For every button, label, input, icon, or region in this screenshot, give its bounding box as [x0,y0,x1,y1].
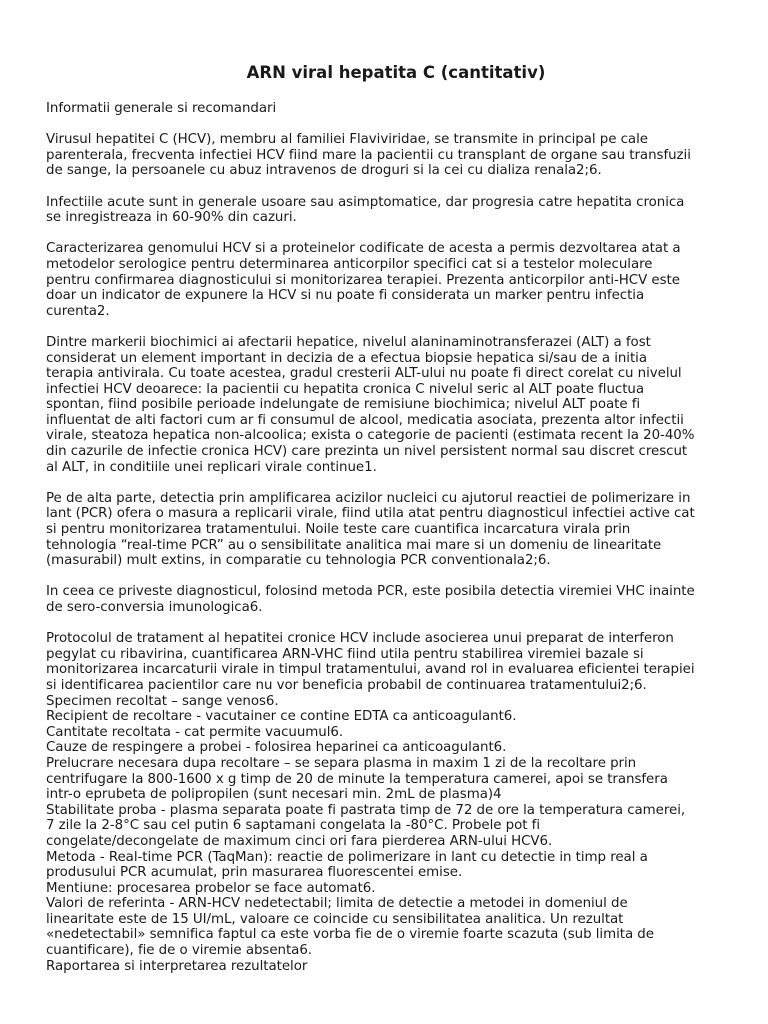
paragraph [46,132,746,179]
text-line: Cantitate recoltata - cat permite vacuumul6. [46,724,344,740]
text-line: Protocolul de tratament al hepatitei cronice HCV include asocierea unui preparat de interferon [46,631,674,647]
text-line: din cazurile de infectie cronica HCV) care prezinta un nivel persistent normal sau discret crescut [46,444,688,460]
text-line: «nedetectabil» semnifica faptul ca este vorba fie de o viremie foarte scazuta (sub limita de [46,927,654,943]
text-line: pentru confirmarea diagnosticului si monitorizarea terapiei. Prezenta anticorpilor anti-HCV este [46,272,680,288]
document-page [46,62,746,974]
text-line: Prelucrare necesara dupa recoltare – se separa plasma in maxim 1 zi de la recoltare prin [46,755,637,771]
text-line: Caracterizarea genomului HCV si a proteinelor codificate de acesta a permis dezvoltarea atat a [46,241,681,257]
text-line: pegylat cu ribavirina, cuantificarea ARN-VHC fiind utila pentru stabilirea viremiei bazale si [46,646,644,662]
text-line: parenterala, frecventa infectiei HCV fiind mare la pacientii cu transplant de organe sau transfuzii [46,147,691,163]
document-body [46,101,746,974]
text-line: (masurabil) mult extins, in comparatie cu tehnologia PCR conventionala2;6. [46,553,551,569]
text-line: Stabilitate proba - plasma separata poate fi pastrata timp de 72 de ore la temperatura camerei, [46,802,686,818]
text-line: Dintre markerii biochimici ai afectarii hepatice, nivelul alaninaminotransferazei (ALT) a fost [46,334,651,350]
text-line: 7 zile la 2-8°C sau cel putin 6 saptamani congelata la -80°C. Probele pot fi [46,818,540,834]
text-line: cuantificare), fie de o viremie absenta6. [46,943,313,959]
paragraph [46,241,746,319]
text-line: influentat de alti factori cum ar fi consumul de alcool, medicatia asociata, prezenta altor infectii [46,412,684,428]
text-line: al ALT, in conditiile unei replicari virale continue1. [46,459,377,475]
paragraph [46,631,746,974]
text-line: Infectiile acute sunt in generale usoare sau asimptomatice, dar progresia catre hepatita cronica [46,194,685,210]
text-line: si pentru monitorizarea tratamentului. Noile teste care cuantifica incarcatura virala prin [46,522,631,538]
text-line: Pe de alta parte, detectia prin amplificarea acizilor nucleici cu ajutorul reactiei de polimerizare in [46,490,691,506]
paragraph [46,195,746,226]
text-line: considerat un element important in decizia de a efectua biopsie hepatica si/sau de a initia [46,350,647,366]
text-line: Raportarea si interpretarea rezultatelor [46,958,308,974]
text-line: de sange, la persoanele cu abuz intravenos de droguri si la cei cu dializa renala2;6. [46,163,602,179]
text-line: curenta2. [46,303,110,319]
text-line: doar un indicator de expunere la HCV si nu poate fi considerata un marker pentru infectia [46,288,645,304]
text-line: de sero-conversia imunologica6. [46,600,263,615]
text-line: centrifugare la 800-1600 x g timp de 20 de minute la temperatura camerei, apoi se transfera [46,771,668,787]
document-title: ARN viral hepatita C (cantitativ) [246,63,546,82]
text-line: se inregistreaza in 60-90% din cazuri. [46,210,297,226]
text-line: lant (PCR) ofera o masura a replicarii virale, fiind utila atat pentru diagnosticul infectiei active cat [46,506,695,522]
paragraph [46,491,746,569]
text-line: si identificarea pacientilor care nu vor beneficia probabil de continuarea tratamentului2;6. [46,677,647,693]
paragraph [46,101,746,117]
text-line: linearitate este de 15 UI/mL, valoare ce coincide cu sensibilitatea analitica. Un rezultat [46,911,624,927]
text-line: Specimen recoltat – sange venos6. [46,693,279,709]
text-line: produsului PCR acumulat, prin masurarea fluorescentei emise. [46,865,463,881]
text-line: terapia antivirala. Cu toate acestea, gradul cresterii ALT-ului nu poate fi direct corelat cu nivelul [46,366,682,382]
paragraph [46,584,746,615]
text-line: Metoda - Real-time PCR (TaqMan): reactie de polimerizare in lant cu detectie in timp real a [46,849,648,865]
text-line: intr-o eprubeta de polipropilen (sunt necesari min. 2mL de plasma)4 [46,787,502,803]
text-line: Informatii generale si recomandari [46,101,277,116]
text-line: virale, steatoza hepatica non-alcoolica; exista o categorie de pacienti (estimata recent la 20-40% [46,428,695,444]
text-line: Recipient de recoltare - vacutainer ce contine EDTA ca anticoagulant6. [46,709,517,725]
text-line: In ceea ce priveste diagnosticul, folosind metoda PCR, este posibila detectia viremiei VHC inainte [46,584,695,600]
text-line: Cauze de respingere a probei - folosirea heparinei ca anticoagulant6. [46,740,507,756]
text-line: infectiei HCV deoarece: la pacientii cu hepatita cronica C nivelul seric al ALT poate fluctua [46,381,644,397]
text-line: spontan, fiind posibile perioade indelungate de remisiune biochimica; nivelul ALT poate fi [46,397,641,413]
text-line: Virusul hepatitei C (HCV), membru al familiei Flaviviridae, se transmite in principal pe cale [46,132,648,148]
text-line: metodelor serologice pentru determinarea anticorpilor specifici cat si a testelor moleculare [46,256,653,272]
text-line: tehnologia “real-time PCR” au o sensibilitate analitica mai mare si un domeniu de linearitate [46,537,662,553]
text-line: congelate/decongelate de maximum cinci ori fara pierderea ARN-ului HCV6. [46,833,553,849]
paragraph [46,335,746,475]
text-line: monitorizarea incarcaturii virale in timpul tratamentului, avand rol in evaluarea eficientei terapiei [46,662,695,678]
text-line: Valori de referinta - ARN-HCV nedetectabil; limita de detectie a metodei in domeniul de [46,896,628,912]
text-line: Mentiune: procesarea probelor se face automat6. [46,880,376,896]
